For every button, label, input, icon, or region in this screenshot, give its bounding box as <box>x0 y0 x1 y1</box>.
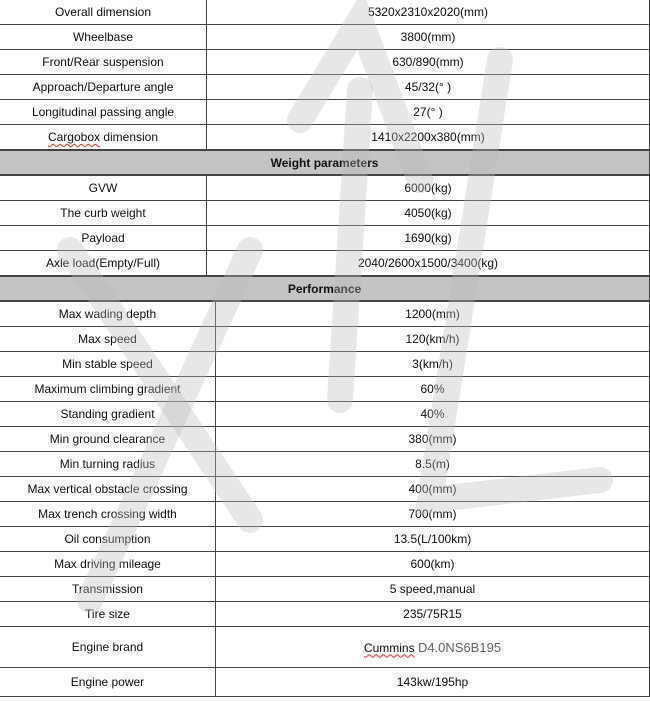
param-value: 8.5(m) <box>216 452 650 477</box>
param-value: 13.5(L/100km) <box>216 527 650 552</box>
param-value: 380(mm) <box>216 427 650 452</box>
param-label: Max driving mileage <box>0 552 216 577</box>
table-row <box>0 402 650 427</box>
table-row <box>0 302 650 327</box>
param-value: 5320x2310x2020(mm) <box>207 0 650 25</box>
param-label: Overall dimension <box>0 0 207 25</box>
param-value: 630/890(mm) <box>207 50 650 75</box>
section-header-performance: Performance <box>0 276 650 301</box>
table-row <box>0 125 650 151</box>
param-label: Front/Rear suspension <box>0 50 207 75</box>
param-value: 27(° ) <box>207 100 650 125</box>
table-row <box>0 552 650 577</box>
table-row <box>0 0 650 25</box>
table-row <box>0 100 650 125</box>
param-label: Engine power <box>0 668 216 697</box>
param-label: Max speed <box>0 327 216 352</box>
table-row <box>0 577 650 602</box>
param-value: 1690(kg) <box>207 226 650 251</box>
param-value: 600(km) <box>216 552 650 577</box>
table-row <box>0 602 650 627</box>
param-value: 400(mm) <box>216 477 650 502</box>
table-row <box>0 668 650 697</box>
table-row <box>0 251 650 277</box>
table-row <box>0 50 650 75</box>
spec-table-dimensions <box>0 0 650 302</box>
param-label: Oil consumption <box>0 527 216 552</box>
spec-table-performance <box>0 301 650 697</box>
table-row <box>0 527 650 552</box>
engine-model: D4.0NS6B195 <box>417 639 502 655</box>
table-row <box>0 201 650 226</box>
section-header-weight: Weight parameters <box>0 150 650 175</box>
param-label: Max trench crossing width <box>0 502 216 527</box>
table-row <box>0 25 650 50</box>
param-label: Payload <box>0 226 207 251</box>
param-value: 40% <box>216 402 650 427</box>
engine-brand-name: Cummins <box>363 640 415 655</box>
param-label: Longitudinal passing angle <box>0 100 207 125</box>
param-label: GVW <box>0 175 207 201</box>
table-row <box>0 477 650 502</box>
spellcheck-word: Cargobox <box>47 130 100 144</box>
table-row <box>0 226 650 251</box>
param-label: The curb weight <box>0 201 207 226</box>
param-value: 120(km/h) <box>216 327 650 352</box>
table-row <box>0 377 650 402</box>
param-label: Engine brand <box>0 627 216 668</box>
table-row <box>0 502 650 527</box>
table-row <box>0 327 650 352</box>
param-value: 6000(kg) <box>207 175 650 201</box>
param-value: 1410x2200x380(mm) <box>207 125 650 151</box>
param-label: Standing gradient <box>0 402 216 427</box>
table-row <box>0 75 650 100</box>
param-label: Axle load(Empty/Full) <box>0 251 207 277</box>
param-label: Max wading depth <box>0 302 216 327</box>
param-label: Approach/Departure angle <box>0 75 207 100</box>
table-row <box>0 175 650 201</box>
param-value: 700(mm) <box>216 502 650 527</box>
table-row <box>0 627 650 668</box>
table-row <box>0 452 650 477</box>
param-label: Min turning radius <box>0 452 216 477</box>
param-value: 235/75R15 <box>216 602 650 627</box>
param-value: 45/32(° ) <box>207 75 650 100</box>
param-label: Cargobox dimension <box>0 125 207 151</box>
param-value: 3(km/h) <box>216 352 650 377</box>
param-label: Tire size <box>0 602 216 627</box>
param-value: 3800(mm) <box>207 25 650 50</box>
param-value: 143kw/195hp <box>216 668 650 697</box>
param-label: Maximum climbing gradient <box>0 377 216 402</box>
param-label: Transmission <box>0 577 216 602</box>
param-value: 2040/2600x1500/3400(kg) <box>207 251 650 277</box>
param-value <box>216 627 650 668</box>
param-value: 4050(kg) <box>207 201 650 226</box>
param-value: 60% <box>216 377 650 402</box>
param-label: Max vertical obstacle crossing <box>0 477 216 502</box>
param-label: Wheelbase <box>0 25 207 50</box>
param-label: Min ground clearance <box>0 427 216 452</box>
param-label: Min stable speed <box>0 352 216 377</box>
param-value: 5 speed,manual <box>216 577 650 602</box>
table-row <box>0 427 650 452</box>
param-value: 1200(mm) <box>216 302 650 327</box>
table-row <box>0 352 650 377</box>
